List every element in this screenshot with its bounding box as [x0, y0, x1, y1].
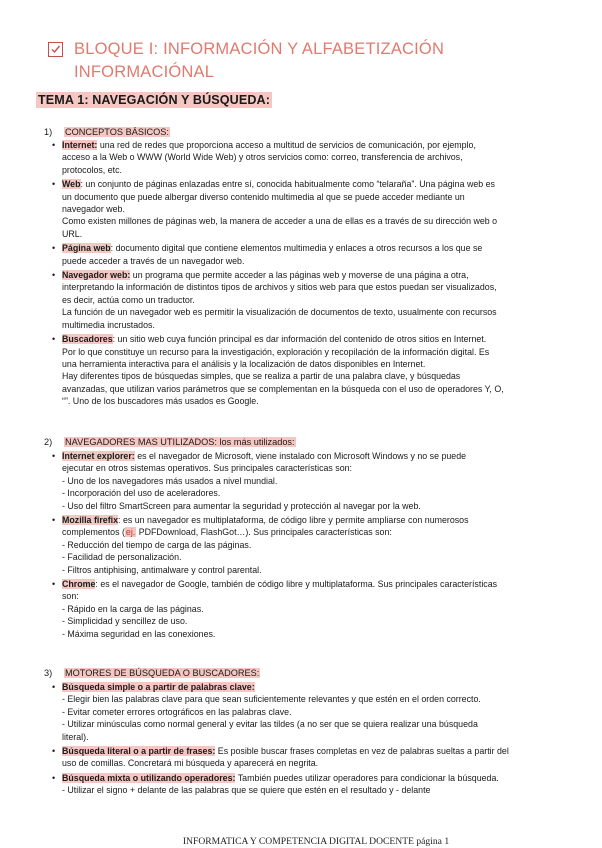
section-3-heading [44, 668, 260, 678]
page-title [74, 38, 444, 84]
definition-line: acceso a la Web o WWW (World Wide Web) y otros servicios como: correo, transferencia de archivos, [62, 152, 463, 163]
list-item-web [52, 178, 552, 240]
list-item-internet-explorer [52, 450, 552, 512]
definition-line: La función de un navegador web es permitir la visualización de documentos de texto, usualmente con recursos [62, 307, 497, 318]
bullet-icon: • [52, 746, 56, 757]
definition-line: Hay diferentes tipos de búsquedas simples, que se realiza a partir de una palabra clave, y búsquedas [62, 371, 461, 382]
definition: : es un navegador es multiplataforma, de código libre y permite ampliarse con numerosos [118, 515, 469, 526]
bullet-icon: • [52, 179, 56, 190]
definition-line: complementos ( [62, 527, 125, 538]
definition-line: PDFDownload, FlashGot…). Sus principales características son: [136, 527, 392, 538]
definition-line: protocolos, etc. [62, 164, 122, 175]
list-item-busqueda-literal [52, 745, 552, 770]
page-footer [0, 836, 602, 847]
section-1-list [52, 139, 552, 408]
definition-line: multimedia incrustados. [62, 319, 155, 330]
sub-item: - Uso del filtro SmartScreen para aumentar la seguridad y protección al navegar por la web. [62, 500, 421, 511]
section-title: CONCEPTOS BÁSICOS: [65, 127, 169, 137]
term: Web [62, 179, 81, 190]
definition-line: es decir, actúa como un traductor. [62, 294, 195, 305]
list-item-navegador [52, 269, 552, 331]
section-number: 3) [44, 668, 53, 678]
list-item-busqueda-mixta [52, 772, 552, 797]
definition-line: una herramienta interactiva para el análisis y la localización de datos disponibles en Internet. [62, 358, 426, 369]
title-line-2: INFORMACIÓNAL [74, 63, 215, 81]
section-2-heading [44, 437, 296, 447]
term: Internet: [62, 140, 98, 150]
definition-line: son: [62, 591, 79, 602]
sub-item: - Facilidad de personalización. [62, 552, 182, 563]
bullet-icon: • [52, 243, 56, 254]
definition: : es el navegador de Google, también de código libre y multiplataforma. Sus principales características [95, 579, 498, 590]
definition-line: Como existen millones de páginas web, la manera de acceder a una de ellas es a través de su dirección web o [62, 216, 498, 227]
term: Búsqueda simple o a partir de palabras clave: [62, 682, 255, 692]
list-item-buscadores [52, 333, 552, 407]
definition-line: navegador web. [62, 204, 125, 215]
section-2-list [52, 450, 552, 640]
bullet-icon: • [52, 579, 56, 590]
section-title: NAVEGADORES MAS UTILIZADOS: los más utilizados: [65, 437, 295, 447]
definition-line: Por lo que constituye un recurso para la investigación, exploración y recopilación de la información digital. Es [62, 346, 490, 357]
topic-heading: TEMA 1: NAVEGACIÓN Y BÚSQUEDA: [38, 93, 271, 107]
sub-item: - Rápido en la carga de las páginas. [62, 603, 204, 614]
list-item-chrome [52, 578, 552, 640]
term: Chrome [62, 579, 96, 590]
sub-item: - Simplicidad y sencillez de uso. [62, 616, 188, 627]
term: Página web [62, 243, 111, 254]
definition-line: “”. Uno de los buscadores más usados es Google. [62, 396, 259, 407]
title-line-1: BLOQUE I: INFORMACIÓN Y ALFABETIZACIÓN [74, 40, 445, 58]
bullet-icon: • [52, 451, 56, 461]
definition: es el navegador de Microsoft, viene instalado con Microsoft Windows y no se puede [134, 451, 467, 461]
definition-line: puede acceder a través de un navegador web. [62, 255, 245, 266]
definition-line: avanzadas, que utilizan varios parámetros que se complementan en la búsqueda con el uso de operadores Y, O, [62, 383, 504, 394]
bullet-icon: • [52, 140, 56, 150]
bullet-icon: • [52, 334, 56, 345]
sub-item: - Reducción del tiempo de carga de las páginas. [62, 539, 252, 550]
bullet-icon: • [52, 515, 56, 526]
term: Buscadores [62, 334, 113, 345]
bullet-icon: • [52, 682, 56, 692]
definition: : documento digital que contiene elementos multimedia y enlaces a otros recursos a los que se [110, 243, 483, 254]
list-item-internet [52, 139, 552, 176]
page-number: página 1 [416, 836, 450, 847]
term: Mozilla firefix [62, 515, 119, 526]
section-number: 1) [44, 127, 53, 137]
term: Navegador web: [62, 270, 131, 281]
term: Búsqueda mixta o utilizando operadores: [62, 772, 236, 783]
footer-text: INFORMATICA Y COMPETENCIA DIGITAL DOCENTE [182, 836, 414, 847]
section-1-heading [44, 127, 170, 137]
sub-item: - Filtros antiphising, antimalware y control parental. [62, 564, 262, 575]
definition-line: ejecutar en otros sistemas operativos. Sus principales características son: [62, 463, 353, 474]
sub-item: - Elegir bien las palabras clave para que sean suficientemente relevantes y que estén en el orden correcto. [62, 694, 481, 705]
definition-line: interpretando la información de distintos tipos de archivos y sitios web para que estos puedan ser visualizados, [62, 282, 497, 293]
section-3-list [52, 681, 552, 797]
definition: Es posible buscar frases completas en vez de palabras sueltas a partir del [215, 746, 509, 757]
sub-item: - Uno de los navegadores más usados a nivel mundial. [62, 475, 278, 486]
section-number: 2) [44, 437, 53, 447]
sub-item: - Máxima seguridad en las conexiones. [62, 628, 216, 639]
term: Internet explorer: [62, 451, 135, 461]
definition: : un sitio web cuya función principal es dar información del contenido de otros sitios en Internet. [112, 334, 487, 345]
sub-item: literal). [62, 731, 89, 742]
example-label: ej. [125, 527, 136, 538]
definition: También puedes utilizar operadores para condicionar la búsqueda. [235, 772, 499, 783]
bullet-icon: • [52, 270, 56, 281]
definition-line: un documento que puede albergar diverso contenido multimedia al que se puede acceder mediante un [62, 191, 465, 202]
sub-item: - Evitar cometer errores ortográficos en las palabras clave. [62, 706, 292, 717]
definition-line: URL. [62, 228, 83, 239]
definition: : un conjunto de páginas enlazadas entre sí, conocida habitualmente como “telaraña”. Una página web es [80, 179, 495, 190]
list-item-pagina-web [52, 242, 552, 267]
sub-item: - Utilizar el signo + delante de las palabras que se quiere que estén en el resultado y - delante [62, 785, 431, 796]
definition-line: uso de comillas. Concretará mi búsqueda y aparecerá en negrita. [62, 758, 319, 769]
bullet-icon: • [52, 772, 56, 783]
definition: un programa que permite acceder a las páginas web y moverse de una página a otra, [130, 270, 469, 281]
sub-item: - Incorporación del uso de aceleradores. [62, 488, 221, 499]
list-item-firefox [52, 514, 552, 576]
section-title: MOTORES DE BÚSQUEDA O BUSCADORES: [65, 668, 260, 678]
block-title [48, 38, 568, 84]
check-icon [48, 42, 63, 57]
definition: una red de redes que proporciona acceso a multitud de servicios de comunicación, por ejemplo, [97, 140, 476, 150]
list-item-busqueda-simple [52, 681, 552, 743]
term: Búsqueda literal o a partir de frases: [62, 746, 216, 757]
sub-item: - Utilizar minúsculas como normal general y evitar las tildes (a no ser que se quiera realizar una búsqueda [62, 719, 478, 730]
